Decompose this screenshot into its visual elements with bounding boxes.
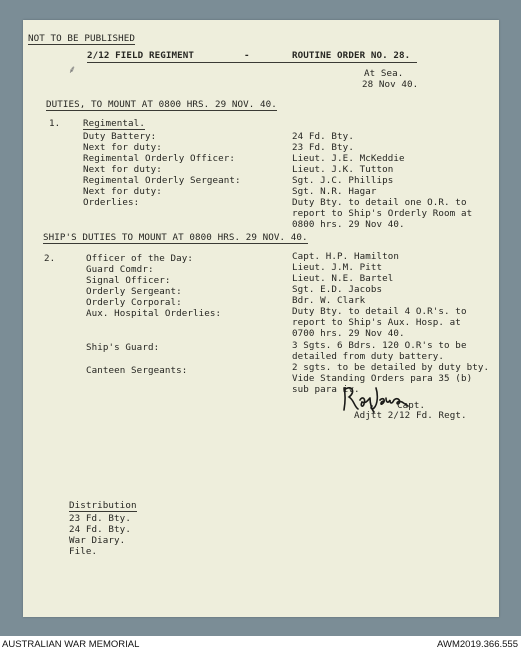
canteen-detail: Vide Standing Orders para 35 (b) bbox=[292, 373, 473, 384]
duty-role: Next for duty: bbox=[83, 142, 162, 153]
duty-assignee: Duty Bty. to detail one O.R. to bbox=[292, 197, 467, 208]
duty-assignee: Bdr. W. Clark bbox=[292, 295, 366, 306]
duty-assignee: Sgt. N.R. Hagar bbox=[292, 186, 377, 197]
distribution-heading: Distribution bbox=[69, 500, 137, 511]
distribution-item: 23 Fd. Bty. bbox=[69, 513, 131, 524]
duty-role: Regimental Orderly Sergeant: bbox=[83, 175, 241, 186]
duty-role: Signal Officer: bbox=[86, 275, 171, 286]
duty-assignee-continued: 0700 hrs. 29 Nov 40. bbox=[292, 328, 405, 339]
duty-assignee: Sgt. E.D. Jacobs bbox=[292, 284, 383, 295]
duty-role: Guard Comdr: bbox=[86, 264, 154, 275]
duty-role: Duty Battery: bbox=[83, 131, 157, 142]
ships-guard-detail: 3 Sgts. 6 Bdrs. 120 O.R's to be bbox=[292, 340, 467, 351]
section-1-title: Regimental. bbox=[83, 118, 145, 129]
duty-role: Orderlies: bbox=[83, 197, 140, 208]
distribution-item: 24 Fd. Bty. bbox=[69, 524, 131, 535]
location-at-sea: At Sea. bbox=[364, 68, 404, 79]
archive-footer bbox=[0, 636, 521, 653]
duties-heading: DUTIES, TO MOUNT AT 0800 HRS. 29 NOV. 40. bbox=[46, 99, 277, 110]
routine-order-number: ROUTINE ORDER NO. 28. bbox=[292, 50, 411, 61]
duty-assignee: Duty Bty. to detail 4 O.R's. to bbox=[292, 306, 467, 317]
signature-rank: Capt. bbox=[397, 400, 426, 411]
signature-title: Adjtt 2/12 Fd. Regt. bbox=[354, 410, 467, 421]
pen-mark: ⸙ bbox=[68, 63, 77, 76]
duty-role: Orderly Sergeant: bbox=[86, 286, 182, 297]
header-dash: - bbox=[244, 50, 250, 61]
duty-role: Regimental Orderly Officer: bbox=[83, 153, 236, 164]
distribution-item: War Diary. bbox=[69, 535, 126, 546]
not-published-label: NOT TO BE PUBLISHED bbox=[28, 33, 135, 44]
duty-assignee: 24 Fd. Bty. bbox=[292, 131, 354, 142]
duty-assignee-continued: 0800 hrs. 29 Nov 40. bbox=[292, 219, 405, 230]
duty-assignee: Lieut. J.K. Tutton bbox=[292, 164, 394, 175]
ships-guard-role: Ship's Guard: bbox=[86, 342, 160, 353]
ships-guard-detail: detailed from duty battery. bbox=[292, 351, 445, 362]
duty-assignee: Capt. H.P. Hamilton bbox=[292, 251, 399, 262]
duty-role: Orderly Corporal: bbox=[86, 297, 182, 308]
canteen-detail: sub para iv. bbox=[292, 384, 360, 395]
duty-assignee: Sgt. J.C. Phillips bbox=[292, 175, 394, 186]
header-rule bbox=[87, 62, 417, 63]
canteen-detail: 2 sgts. to be detailed by duty bty. bbox=[292, 362, 490, 373]
duty-assignee: Lieut. N.E. Bartel bbox=[292, 273, 394, 284]
canteen-role: Canteen Sergeants: bbox=[86, 365, 188, 376]
order-date: 28 Nov 40. bbox=[362, 79, 419, 90]
ships-duties-heading: SHIP'S DUTIES TO MOUNT AT 0800 HRS. 29 NOV. 40. bbox=[43, 232, 308, 243]
duty-role: Next for duty: bbox=[83, 186, 162, 197]
archive-name: AUSTRALIAN WAR MEMORIAL bbox=[2, 639, 140, 650]
duty-assignee: 23 Fd. Bty. bbox=[292, 142, 354, 153]
duty-assignee: Lieut. J.E. McKeddie bbox=[292, 153, 405, 164]
section-1-number: 1. bbox=[49, 118, 61, 129]
duty-role: Next for duty: bbox=[83, 164, 162, 175]
section-2-number: 2. bbox=[44, 253, 56, 264]
duty-assignee-continued: report to Ship's Orderly Room at bbox=[292, 208, 473, 219]
duty-assignee: Lieut. J.M. Pitt bbox=[292, 262, 383, 273]
duty-assignee-continued: report to Ship's Aux. Hosp. at bbox=[292, 317, 461, 328]
archive-reference: AWM2019.366.555 bbox=[437, 639, 518, 650]
duty-role: Officer of the Day: bbox=[86, 253, 193, 264]
duty-role: Aux. Hospital Orderlies: bbox=[86, 308, 222, 319]
regiment-name: 2/12 FIELD REGIMENT bbox=[87, 50, 194, 61]
distribution-item: File. bbox=[69, 546, 98, 557]
